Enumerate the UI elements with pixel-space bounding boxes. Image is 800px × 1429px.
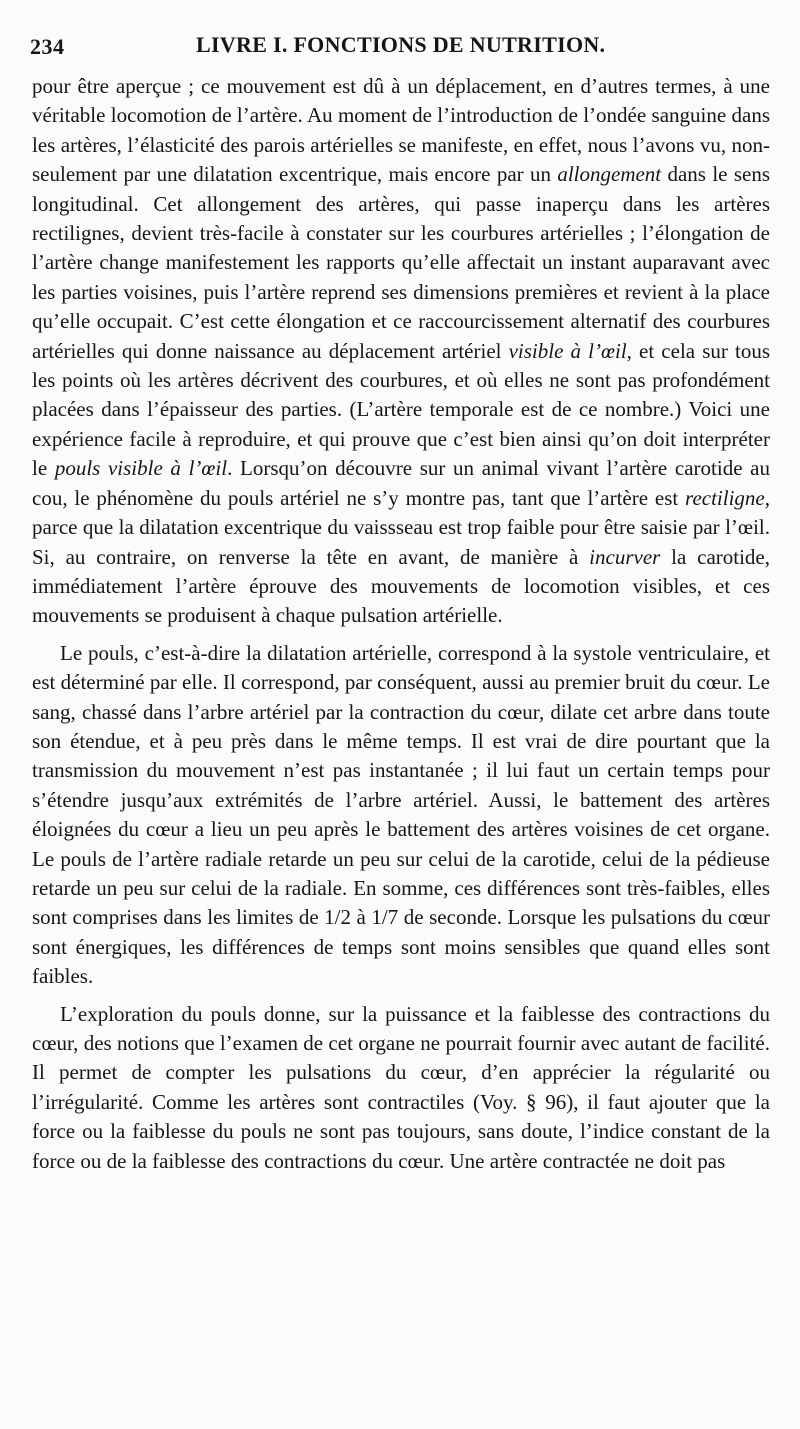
italic-run: allongement [557,162,662,187]
text-run: , et cela sur tous les points où les artères décrivent des courbures, et où elles ne sont pas profondément placées dans l’épaisseur des parties. (L’artère temporale est de ce nombre.) Voici une expérience facile à reproduire, et qui prouve que c’est bien ainsi qu’on doit interpréter le [32,338,771,481]
italic-run: visible à l’œil [508,338,627,363]
text-run: , parce que la dilatation excentrique du vaissseau est trop faible pour être saisie par l’œil. Si, au contraire, on renverse la tête en avant, de manière à [32,485,770,569]
paragraph-2 [32,639,770,992]
text-run: pour être aperçue ; ce mouvement est dû à un déplacement, en d’autres termes, à une véritable locomotion de l’artère. Au moment de l’introduction de l’ondée sanguine dans les artères, l’élasticité des parois artérielles se manifeste, en effet, nous l’avons vu, non-seulement par une dilatation excentrique, mais encore par un [32,74,770,187]
text-run: . Lorsqu’on découvre sur un animal vivant l’artère carotide au cou, le phénomène du pouls artériel ne s’y montre pas, tant que l’artère est [32,456,770,510]
text-run: Le pouls, c’est-à-dire la dilatation artérielle, correspond à la systole ventriculaire, et est déterminé par elle. Il correspond, par conséquent, aussi au premier bruit du cœur. Le sang, chassé dans l’arbre artériel par la contraction du cœur, dilate cet arbre dans toute son étendue, et à peu près dans le même temps. Il est vrai de dire pourtant que la transmission du mouvement n’est pas instantanée ; il lui faut un certain temps pour s’étendre jusqu’aux extrémités de l’arbre artériel. Aussi, le battement des artères éloignées du cœur a lieu un peu après le battement des artères voisines de cet organe. Le pouls de l’artère radiale retarde un peu sur celui de la carotide, celui de la pédieuse retarde un peu sur celui de la radiale. En somme, ces différences sont très-faibles, elles sont comprises dans les limites de 1/2 à 1/7 de seconde. Lorsque les pulsations du cœur sont énergiques, les différences de temps sont moins sensibles que quand elles sont faibles. [32,640,770,989]
paragraph-1 [32,72,770,631]
running-head: LIVRE I. FONCTIONS DE NUTRITION. [196,32,606,57]
text-run: dans le sens longitudinal. Cet allongement des artères, qui passe inaperçu dans les artères rectilignes, devient très-facile à constater sur les courbures artérielles ; l’élongation de l’artère change manifestement les rapports qu’elle affectait un instant auparavant avec les parties voisines, puis l’artère reprend ses dimensions premières et revient à la place qu’elle occupait. C’est cette élongation et ce raccourcissement alternatif des courbures artérielles qui donne naissance au déplacement artériel [32,162,770,363]
page-header [30,28,770,62]
italic-run: rectiligne [685,485,765,510]
body-text [32,72,770,1176]
paragraph-3 [32,1000,770,1176]
page-number: 234 [30,34,65,59]
italic-run: pouls visible à l’œil [54,456,228,481]
text-run: la carotide, immédiatement l’artère éprouve des mouvements de locomotion visibles, et ces mouvements se produisent à chaque pulsation artérielle. [32,544,770,628]
italic-run: incurver [589,544,661,569]
text-run: L’exploration du pouls donne, sur la puissance et la faiblesse des contractions du cœur, des notions que l’examen de cet organe ne pourrait fournir avec autant de facilité. Il permet de compter les pulsations du cœur, d’en apprécier la régularité ou l’irrégularité. Comme les artères sont contractiles (Voy. § 96), il faut ajouter que la force ou la faiblesse du pouls ne sont pas toujours, sans doute, l’indice constant de la force ou de la faiblesse des contractions du cœur. Une artère contractée ne doit pas [32,1001,770,1173]
